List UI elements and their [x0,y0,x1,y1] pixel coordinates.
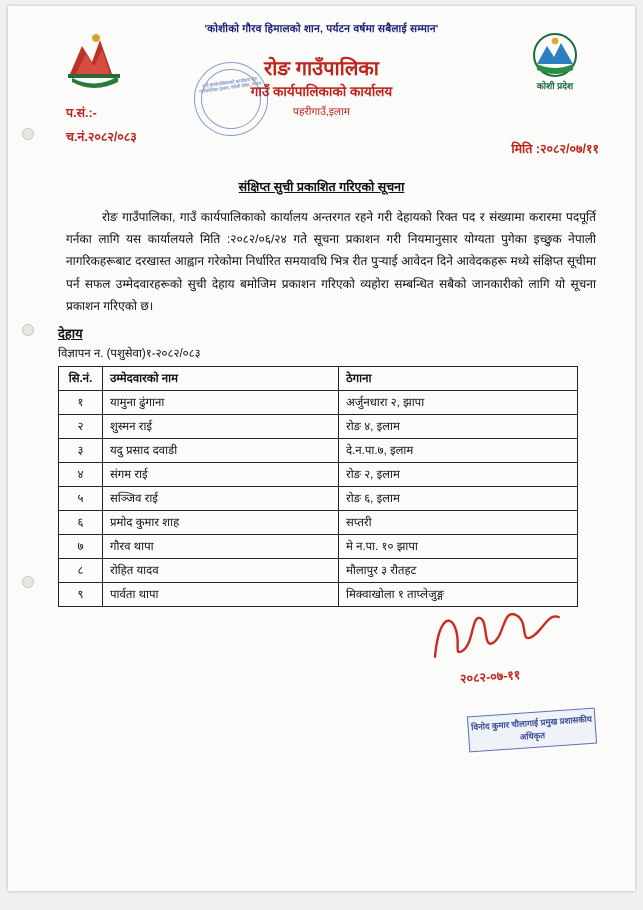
cell-name: पार्वता थापा [103,583,339,607]
column-header-address: ठेगाना [339,367,578,391]
column-header-name: उम्मेदवारको नाम [103,367,339,391]
cell-name: यदु प्रसाद दवाडी [103,439,339,463]
cell-sn: २ [59,415,103,439]
cell-address: मौलापुर ३ रौतहट [339,559,578,583]
reference-number-2: च.नं.२०८२/०८३ [66,129,137,144]
cell-name: संगम राई [103,463,339,487]
cell-name: यामुना ढुंगाना [103,391,339,415]
province-label: कोशी प्रदेश [536,81,574,91]
table-row [59,439,578,463]
reference-number-1: प.सं.:- [66,106,97,120]
officer-stamp: विनोद कुमार चौलागाई प्रमुख प्रशासकीय अधिकृत [467,708,597,753]
cell-address: रोङ ६, इलाम [339,487,578,511]
cell-sn: ४ [59,463,103,487]
cell-sn: ७ [59,535,103,559]
signature-date: २०८२-०७-११ [459,667,521,687]
document-date: मिति :२०८२/०७/११ [511,142,599,156]
cell-sn: ६ [59,511,103,535]
organization-title: रोङ गाउँपालिका [264,58,379,80]
punch-hole-icon [22,324,34,336]
cell-sn: ८ [59,559,103,583]
table-row [59,415,578,439]
cell-sn: ९ [59,583,103,607]
cell-address: सप्तरी [339,511,578,535]
table-row [59,391,578,415]
organization-address: पहरीगाउँ,इलाम [292,106,351,118]
advertisement-number: विज्ञापन न. (पशुसेवा)१-२०८२/०८३ [58,348,201,360]
organization-subtitle: गाउँ कार्यपालिकाको कार्यालय [250,84,393,99]
office-seal-text: गाउँ कार्यपालिकाको कार्यालय रोङ गाउँपालिका इलाम, कोशी प्रदेश, नेपाल [198,76,262,95]
table-header-row [59,367,578,391]
cell-sn: ५ [59,487,103,511]
punch-hole-icon [22,128,34,140]
letterhead-slogan: 'कोशीको गौरव हिमालको शान, पर्यटन वर्षमा सबैलाई सम्मान' [204,23,439,35]
cell-name: सञ्जिव राई [103,487,339,511]
notice-body-paragraph: रोङ गाउँपालिका, गाउँ कार्यपालिकाको कार्यालय अन्तरगत रहने गरी देहायको रिक्त पद र संख्यामा करारमा पदपूर्ति गर्नका लागि यस कार्यालयले मिति :२०८२/०६/२४ गते सूचना प्रकाशन गरी नियमानुसार योग्यता पुगेका इच्छुक नेपाली नागरिकहरूबाट दरखास्त आह्वान गरेकोमा निर्धारित समयावधि भित्र रीत पुर्‍याई आवेदन दिने आवेदकहरू मध्ये संक्षिप्त सूचीमा पर्न सफल उम्मेदवारहरूको सुची देहाय बमोजिम प्रकाशन गरिएको व्यहोरा सम्बन्धित सबैको जानकारीको लागि यो सूचना प्रकाशन गरिएको छ। [66,210,596,313]
dehaya-heading: देहाय [58,326,83,341]
cell-address: रोङ २, इलाम [339,463,578,487]
cell-name: शुस्मन राई [103,415,339,439]
table-row [59,463,578,487]
cell-sn: १ [59,391,103,415]
province-logo-icon [519,32,591,96]
reference-block [66,102,137,150]
paper-sheet [8,6,635,891]
table-row [59,559,578,583]
cell-sn: ३ [59,439,103,463]
column-header-sn: सि.नं. [59,367,103,391]
table-row [59,487,578,511]
punch-hole-icon [22,576,34,588]
cell-address: अर्जुनधारा २, झापा [339,391,578,415]
cell-address: मे न.पा. १० झापा [339,535,578,559]
cell-address: रोङ ४, इलाम [339,415,578,439]
cell-address: दे.न.पा.७, इलाम [339,439,578,463]
notice-title: संक्षिप्त सुची प्रकाशित गरिएको सूचना [238,180,405,194]
table-row [59,511,578,535]
candidate-table [58,366,578,607]
cell-name: प्रमोद कुमार शाह [103,511,339,535]
cell-name: गौरव थापा [103,535,339,559]
cell-name: रोहित यादव [103,559,339,583]
table-row [59,535,578,559]
cell-address: मिक्वाखोला १ ताप्लेजुङ्ग [339,583,578,607]
office-seal-icon [189,57,273,141]
